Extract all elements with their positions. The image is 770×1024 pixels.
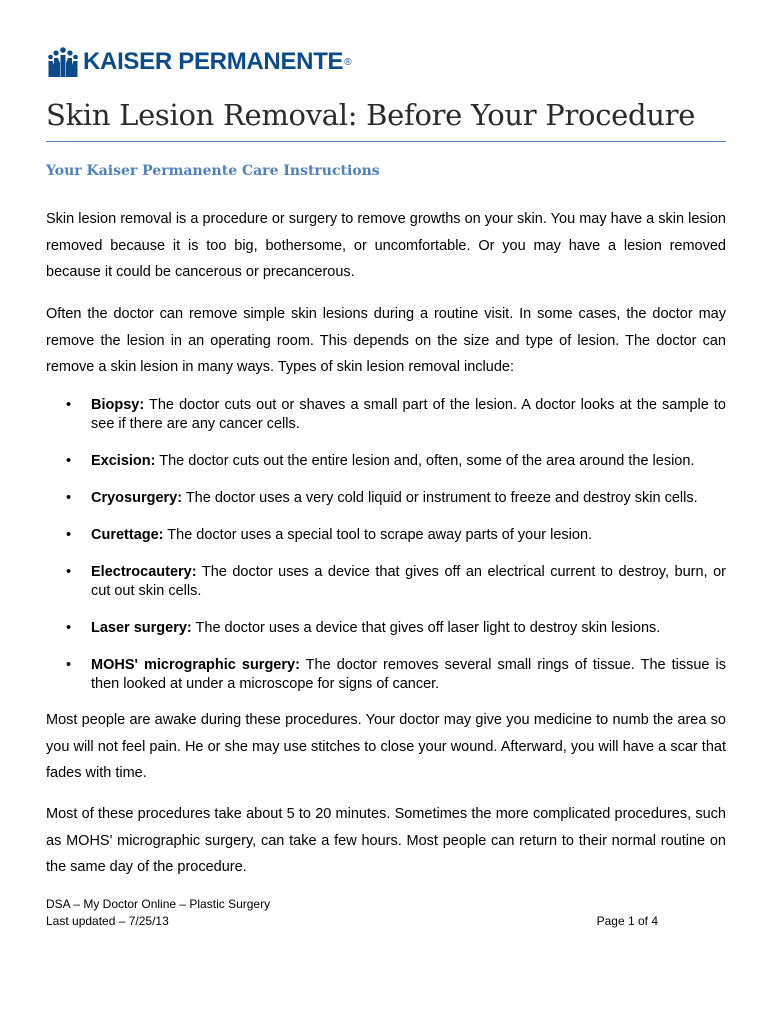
page-title: Skin Lesion Removal: Before Your Procedure <box>46 98 696 132</box>
bullet-icon: • <box>66 453 72 469</box>
list-item-text: The doctor cuts out or shaves a small part of the lesion. A doctor looks at the sample to see if there are any cancer cells. <box>91 397 726 432</box>
list-item <box>46 619 726 638</box>
list-item-term: Cryosurgery: <box>91 490 183 506</box>
list-item <box>46 526 726 545</box>
footer-row <box>46 913 658 930</box>
title-divider <box>46 141 726 142</box>
list-item <box>46 396 726 434</box>
list-item-text: The doctor cuts out the entire lesion and, often, some of the area around the lesion. <box>155 453 695 469</box>
bullet-icon: • <box>66 527 72 543</box>
paragraph-intro: Skin lesion removal is a procedure or surgery to remove growths on your skin. You may have a skin lesion removed because it is too big, bothersome, or uncomfortable. Or you may have a lesion removed because it could be cancerous or precancerous. <box>46 211 726 280</box>
list-item-term: Electrocautery: <box>91 564 197 580</box>
list-item-term: Excision: <box>91 453 156 469</box>
paragraph-anesthesia: Most people are awake during these procedures. Your doctor may give you medicine to numb the area so you will not feel pain. He or she may use stitches to close your wound. Afterward, you will have a scar that fades with time. <box>46 712 726 781</box>
list-item-text: The doctor removes several small rings of tissue. The tissue is then looked at under a microscope for signs of cancer. <box>91 657 726 692</box>
bullet-icon: • <box>66 397 72 413</box>
kaiser-permanente-logo <box>47 45 352 79</box>
registered-mark: ® <box>344 56 352 68</box>
logo-wordmark: KAISER PERMANENTE <box>83 48 344 75</box>
bullet-icon: • <box>66 657 72 673</box>
bullet-icon: • <box>66 490 72 506</box>
list-item-term: Curettage: <box>91 527 164 543</box>
list-item-term: MOHS' micrographic surgery: <box>91 657 300 673</box>
list-item-term: Laser surgery: <box>91 620 192 636</box>
page-number: Page 1 of 4 <box>596 914 658 928</box>
list-item <box>46 656 726 694</box>
list-item-text: The doctor uses a special tool to scrape away parts of your lesion. <box>163 527 593 543</box>
logo-people-icon <box>47 47 79 77</box>
bullet-icon: • <box>66 564 72 580</box>
footer-last-updated: Last updated – 7/25/13 <box>46 914 169 928</box>
footer-department: DSA – My Doctor Online – Plastic Surgery <box>46 897 271 911</box>
list-item <box>46 489 726 508</box>
list-item-text: The doctor uses a very cold liquid or instrument to freeze and destroy skin cells. <box>182 490 698 506</box>
bullet-icon: • <box>66 620 72 636</box>
paragraph-duration: Most of these procedures take about 5 to 20 minutes. Sometimes the more complicated procedures, such as MOHS' micrographic surgery, can take a few hours. Most people can return to their normal routine on the same day of the procedure. <box>46 806 726 875</box>
removal-types-list <box>46 396 726 712</box>
section-subtitle: Your Kaiser Permanente Care Instructions <box>46 163 380 179</box>
paragraph-removal-types: Often the doctor can remove simple skin lesions during a routine visit. In some cases, the doctor may remove the lesion in an operating room. This depends on the size and type of lesion. The doctor can remove a skin lesion in many ways. Types of skin lesion removal include: <box>46 306 726 375</box>
list-item <box>46 563 726 601</box>
list-item <box>46 452 726 471</box>
list-item-text: The doctor uses a device that gives off laser light to destroy skin lesions. <box>191 620 661 636</box>
page-footer <box>46 896 658 930</box>
list-item-term: Biopsy: <box>91 397 145 413</box>
list-item-text: The doctor uses a device that gives off an electrical current to destroy, burn, or cut out skin cells. <box>91 564 726 599</box>
